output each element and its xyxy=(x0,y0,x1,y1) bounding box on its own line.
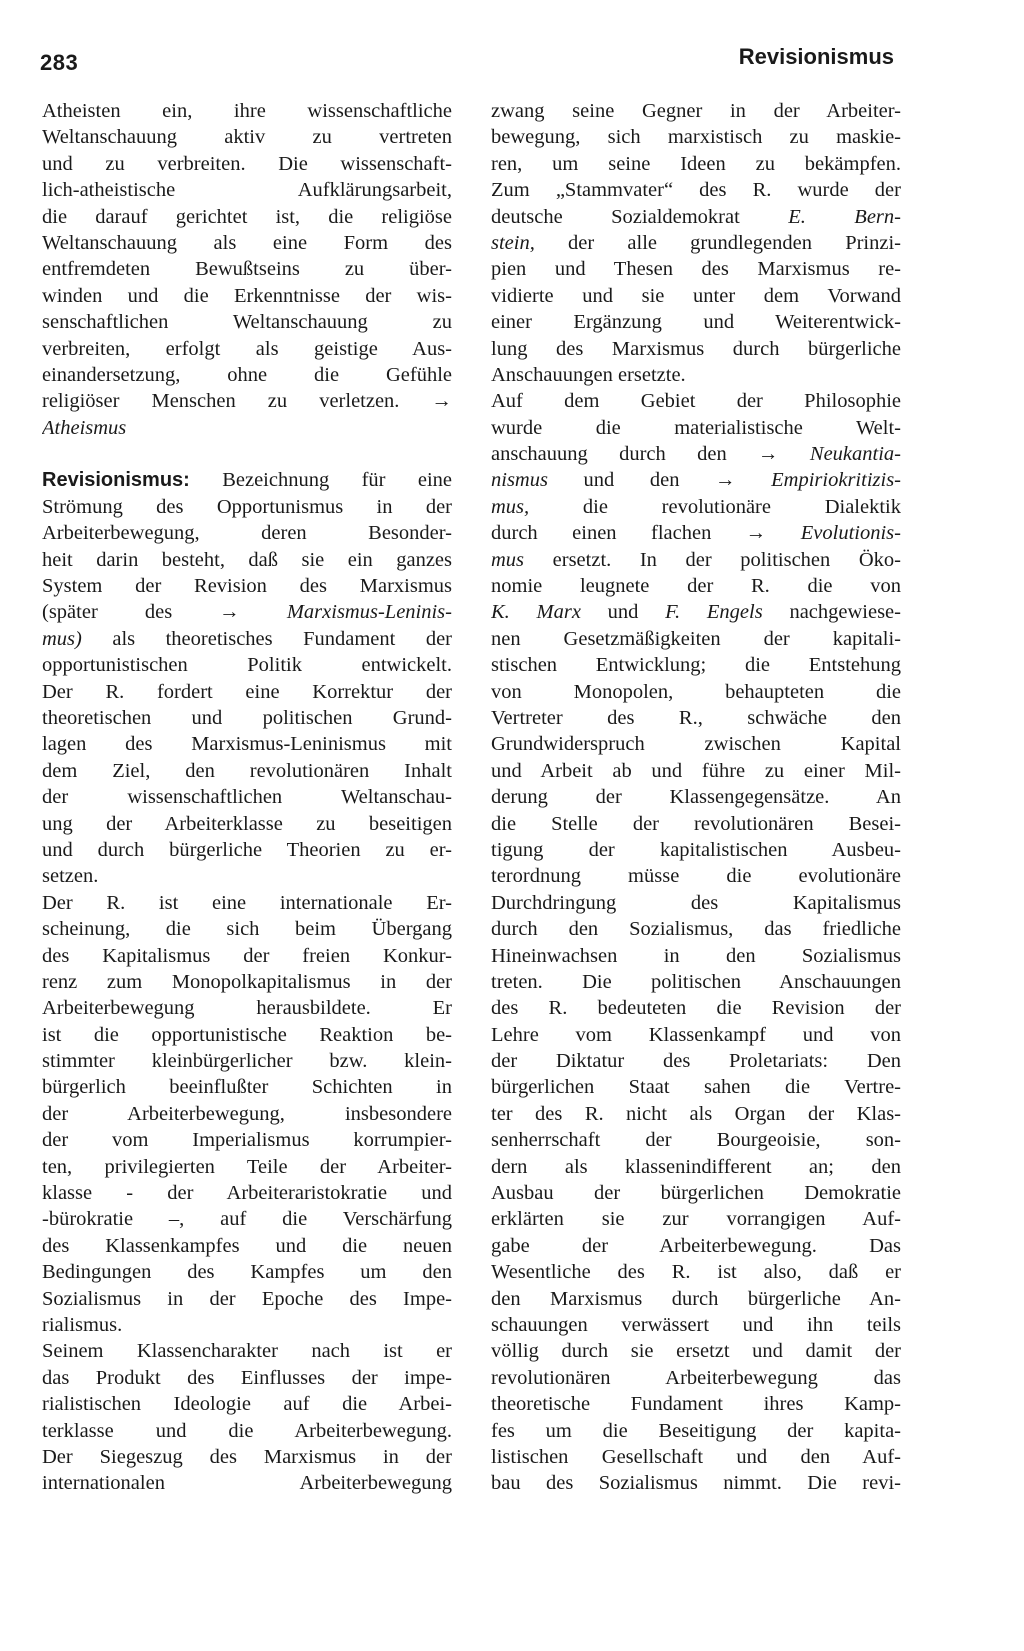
text-run: ersetzt. In der politischen Öko- xyxy=(524,548,901,571)
text-run: und den → xyxy=(547,469,772,492)
text-line: Durchdringung des Kapitalismus xyxy=(491,891,901,914)
text-line xyxy=(491,599,901,625)
text-line xyxy=(42,626,452,652)
text-line: ren, um seine Ideen zu bekämpfen. xyxy=(491,152,901,175)
entry-headword: Revisionismus: xyxy=(42,469,190,492)
text-line xyxy=(491,441,901,467)
text-line: einer Ergänzung und Weiterentwick- xyxy=(491,311,901,334)
cross-reference: Neukantia- xyxy=(809,443,901,466)
text-line: pien und Thesen des Marxismus re- xyxy=(491,258,901,281)
text-line: terordnung müsse die evolutionäre xyxy=(491,865,901,888)
text-line: scheinung, die sich beim Übergang xyxy=(42,918,452,941)
text-line: Zum „Stammvater“ des R. wurde der xyxy=(491,179,901,202)
text-run: als theoretisches Fundament der xyxy=(81,627,452,650)
text-line xyxy=(491,494,901,520)
cross-reference: mus xyxy=(491,548,525,571)
text-line: und durch bürgerliche Theorien zu er- xyxy=(42,838,452,861)
text-line: Ausbau der bürgerlichen Demokratie xyxy=(491,1182,901,1205)
text-line: theoretische Fundament ihres Kamp- xyxy=(491,1393,901,1416)
text-line: verbreiten, erfolgt als geistige Aus- xyxy=(42,337,452,360)
text-line: senschaftlichen Weltanschauung zu xyxy=(42,311,452,334)
text-line: und Arbeit ab und führe zu einer Mil- xyxy=(491,759,901,782)
text-line: Auf dem Gebiet der Philosophie xyxy=(491,390,901,413)
person-name: F. Engels xyxy=(665,601,763,624)
paragraph-gap xyxy=(42,441,452,467)
text-line: Anschauungen ersetzte. xyxy=(491,363,686,386)
text-line: renz zum Monopolkapitalismus in der xyxy=(42,970,452,993)
text-line: fes um die Beseitigung der kapita- xyxy=(491,1419,901,1442)
text-line: ung der Arbeiterklasse zu beseitigen xyxy=(42,812,452,835)
cross-reference: nismus xyxy=(491,469,548,492)
text-line: lich-atheistische Aufklärungsarbeit, xyxy=(42,179,452,202)
text-line: bewegung, sich marxistisch zu maskie- xyxy=(491,126,901,149)
text-line: bau des Sozialismus nimmt. Die revi- xyxy=(491,1472,901,1495)
cross-reference: Evolutionis- xyxy=(800,522,901,545)
cross-reference: mus) xyxy=(42,627,82,650)
text-line: bürgerlich beeinflußter Schichten in xyxy=(42,1076,452,1099)
text-run: und xyxy=(580,601,666,624)
text-line xyxy=(491,547,901,573)
text-line: Sozialismus in der Epoche des Impe- xyxy=(42,1287,452,1310)
text-line: theoretischen und politischen Grund- xyxy=(42,706,452,729)
person-name: stein, xyxy=(491,231,535,254)
text-line: revolutionären Arbeiterbewegung das xyxy=(491,1366,901,1389)
text-line: von Monopolen, behaupteten die xyxy=(491,680,901,703)
text-line: senherrschaft der Bourgeoisie, son- xyxy=(491,1129,901,1152)
text-line: derung der Klassengegensätze. An xyxy=(491,786,901,809)
text-line xyxy=(491,467,901,493)
text-line: dem Ziel, den revolutionären Inhalt xyxy=(42,759,452,782)
text-line xyxy=(491,204,901,230)
text-line: Seinem Klassencharakter nach ist er xyxy=(42,1340,452,1363)
entry-first-line xyxy=(42,467,452,493)
text-line: ter des R. nicht als Organ der Klas- xyxy=(491,1102,901,1125)
text-line: Arbeiterbewegung, deren Besonder- xyxy=(42,522,452,545)
text-line: erklärten sie zur vorrangigen Auf- xyxy=(491,1208,901,1231)
text-line: rialismus. xyxy=(42,1313,123,1336)
person-name: K. Marx xyxy=(491,601,581,624)
left-column xyxy=(42,98,452,1497)
text-line: der wissenschaftlichen Weltanschau- xyxy=(42,786,452,809)
text-line: Der R. ist eine internationale Er- xyxy=(42,891,452,914)
text-line: stischen Entwicklung; die Entstehung xyxy=(491,654,901,677)
text-line: opportunistischen Politik entwickelt. xyxy=(42,654,452,677)
cross-reference: Atheismus xyxy=(42,416,127,439)
text-line: internationalen Arbeiterbewegung xyxy=(42,1472,452,1495)
text-line: Der R. fordert eine Korrektur der xyxy=(42,680,452,703)
text-line xyxy=(42,415,452,441)
text-run: anschauung durch den → xyxy=(491,443,810,466)
text-line: durch den Sozialismus, das friedliche xyxy=(491,918,901,941)
text-line: gabe der Arbeiterbewegung. Das xyxy=(491,1234,901,1257)
text-line: tigung der kapitalistischen Ausbeu- xyxy=(491,838,901,861)
text-line: terklasse und die Arbeiterbewegung. xyxy=(42,1419,452,1442)
text-line: lung des Marxismus durch bürgerliche xyxy=(491,337,901,360)
cross-reference: mus, xyxy=(491,495,530,518)
text-line: der Diktatur des Proletariats: Den xyxy=(491,1050,901,1073)
text-run: der alle grundlegenden Prinzi- xyxy=(534,231,901,254)
text-line: Weltanschauung als eine Form des xyxy=(42,231,452,254)
text-line: das Produkt des Einflusses der impe- xyxy=(42,1366,452,1389)
text-line: Grundwiderspruch zwischen Kapital xyxy=(491,733,901,756)
text-line: treten. Die politischen Anschauungen xyxy=(491,970,901,993)
text-line: schauungen verwässert und ihn teils xyxy=(491,1313,901,1336)
text-line: vidierte und sie unter dem Vorwand xyxy=(491,284,901,307)
person-name: E. Bern- xyxy=(788,205,901,228)
text-line: der vom Imperialismus korrumpier- xyxy=(42,1129,452,1152)
text-line: Strömung des Opportunismus in der xyxy=(42,495,452,518)
text-line: wurde die materialistische Welt- xyxy=(491,416,901,439)
text-line: klasse - der Arbeiteraristokratie und xyxy=(42,1182,452,1205)
text-line: entfremdeten Bewußtseins zu über- xyxy=(42,258,452,281)
text-line: den Marxismus durch bürgerliche An- xyxy=(491,1287,901,1310)
text-line: nen Gesetzmäßigkeiten der kapitali- xyxy=(491,627,901,650)
text-line: dern als klassenindifferent an; den xyxy=(491,1155,901,1178)
page-number: 283 xyxy=(40,50,79,75)
text-line: und zu verbreiten. Die wissenschaft- xyxy=(42,152,452,175)
text-line: einandersetzung, ohne die Gefühle xyxy=(42,363,452,386)
text-line: ten, privilegierten Teile der Arbeiter- xyxy=(42,1155,452,1178)
text-line: Arbeiterbewegung herausbildete. Er xyxy=(42,997,452,1020)
cross-reference: Marxismus-Leninis- xyxy=(286,601,452,624)
text-run: (später des → xyxy=(42,601,287,624)
text-line xyxy=(491,520,901,546)
text-line: heit darin besteht, daß sie ein ganzes xyxy=(42,548,452,571)
text-line: ist die opportunistische Reaktion be- xyxy=(42,1023,452,1046)
text-line xyxy=(42,599,452,625)
text-line: des Klassenkampfes und die neuen xyxy=(42,1234,452,1257)
text-line: -bürokratie –, auf die Verschärfung xyxy=(42,1208,452,1231)
text-line: Atheisten ein, ihre wissenschaftliche xyxy=(42,100,452,122)
text-run: deutsche Sozialdemokrat xyxy=(491,205,789,228)
text-line: Bedingungen des Kampfes um den xyxy=(42,1261,452,1284)
running-head: Revisionismus xyxy=(738,44,894,69)
text-run: nachgewiese- xyxy=(762,601,901,624)
text-line: Hineinwachsen in den Sozialismus xyxy=(491,944,901,967)
text-line: Vertreter des R., schwäche den xyxy=(491,706,901,729)
text-line: religiöser Menschen zu verletzen. → xyxy=(42,390,452,413)
text-line: nomie leugnete der R. die von xyxy=(491,575,901,598)
text-line: der Arbeiterbewegung, insbesondere xyxy=(42,1102,452,1125)
text-line: listischen Gesellschaft und den Auf- xyxy=(491,1445,901,1468)
text-run: die revolutionäre Dialektik xyxy=(529,495,901,518)
text-run: durch einen flachen → xyxy=(491,522,801,545)
text-line: winden und die Erkenntnisse der wis- xyxy=(42,284,452,307)
text-line xyxy=(491,230,901,256)
text-line: lagen des Marxismus-Leninismus mit xyxy=(42,733,452,756)
text-run: Bezeichnung für eine xyxy=(189,469,452,492)
text-line: des Kapitalismus der freien Konkur- xyxy=(42,944,452,967)
cross-reference: Empiriokritizis- xyxy=(771,469,901,492)
text-line: Lehre vom Klassenkampf und von xyxy=(491,1023,901,1046)
right-column xyxy=(491,98,901,1497)
text-line: bürgerlichen Staat sahen die Vertre- xyxy=(491,1076,901,1099)
text-line: zwang seine Gegner in der Arbeiter- xyxy=(491,100,901,122)
text-line: Der Siegeszug des Marxismus in der xyxy=(42,1445,452,1468)
text-line: rialistischen Ideologie auf die Arbei- xyxy=(42,1393,452,1416)
text-line: stimmter kleinbürgerlicher bzw. klein- xyxy=(42,1050,452,1073)
text-line: Wesentliche des R. ist also, daß er xyxy=(491,1261,901,1284)
text-line: System der Revision des Marxismus xyxy=(42,575,452,598)
text-line: setzen. xyxy=(42,865,99,888)
text-line: die Stelle der revolutionären Besei- xyxy=(491,812,901,835)
text-line: Weltanschauung aktiv zu vertreten xyxy=(42,126,452,149)
text-line: völlig durch sie ersetzt und damit der xyxy=(491,1340,901,1363)
text-line: des R. bedeuteten die Revision der xyxy=(491,997,901,1020)
text-line: die darauf gerichtet ist, die religiöse xyxy=(42,205,452,228)
